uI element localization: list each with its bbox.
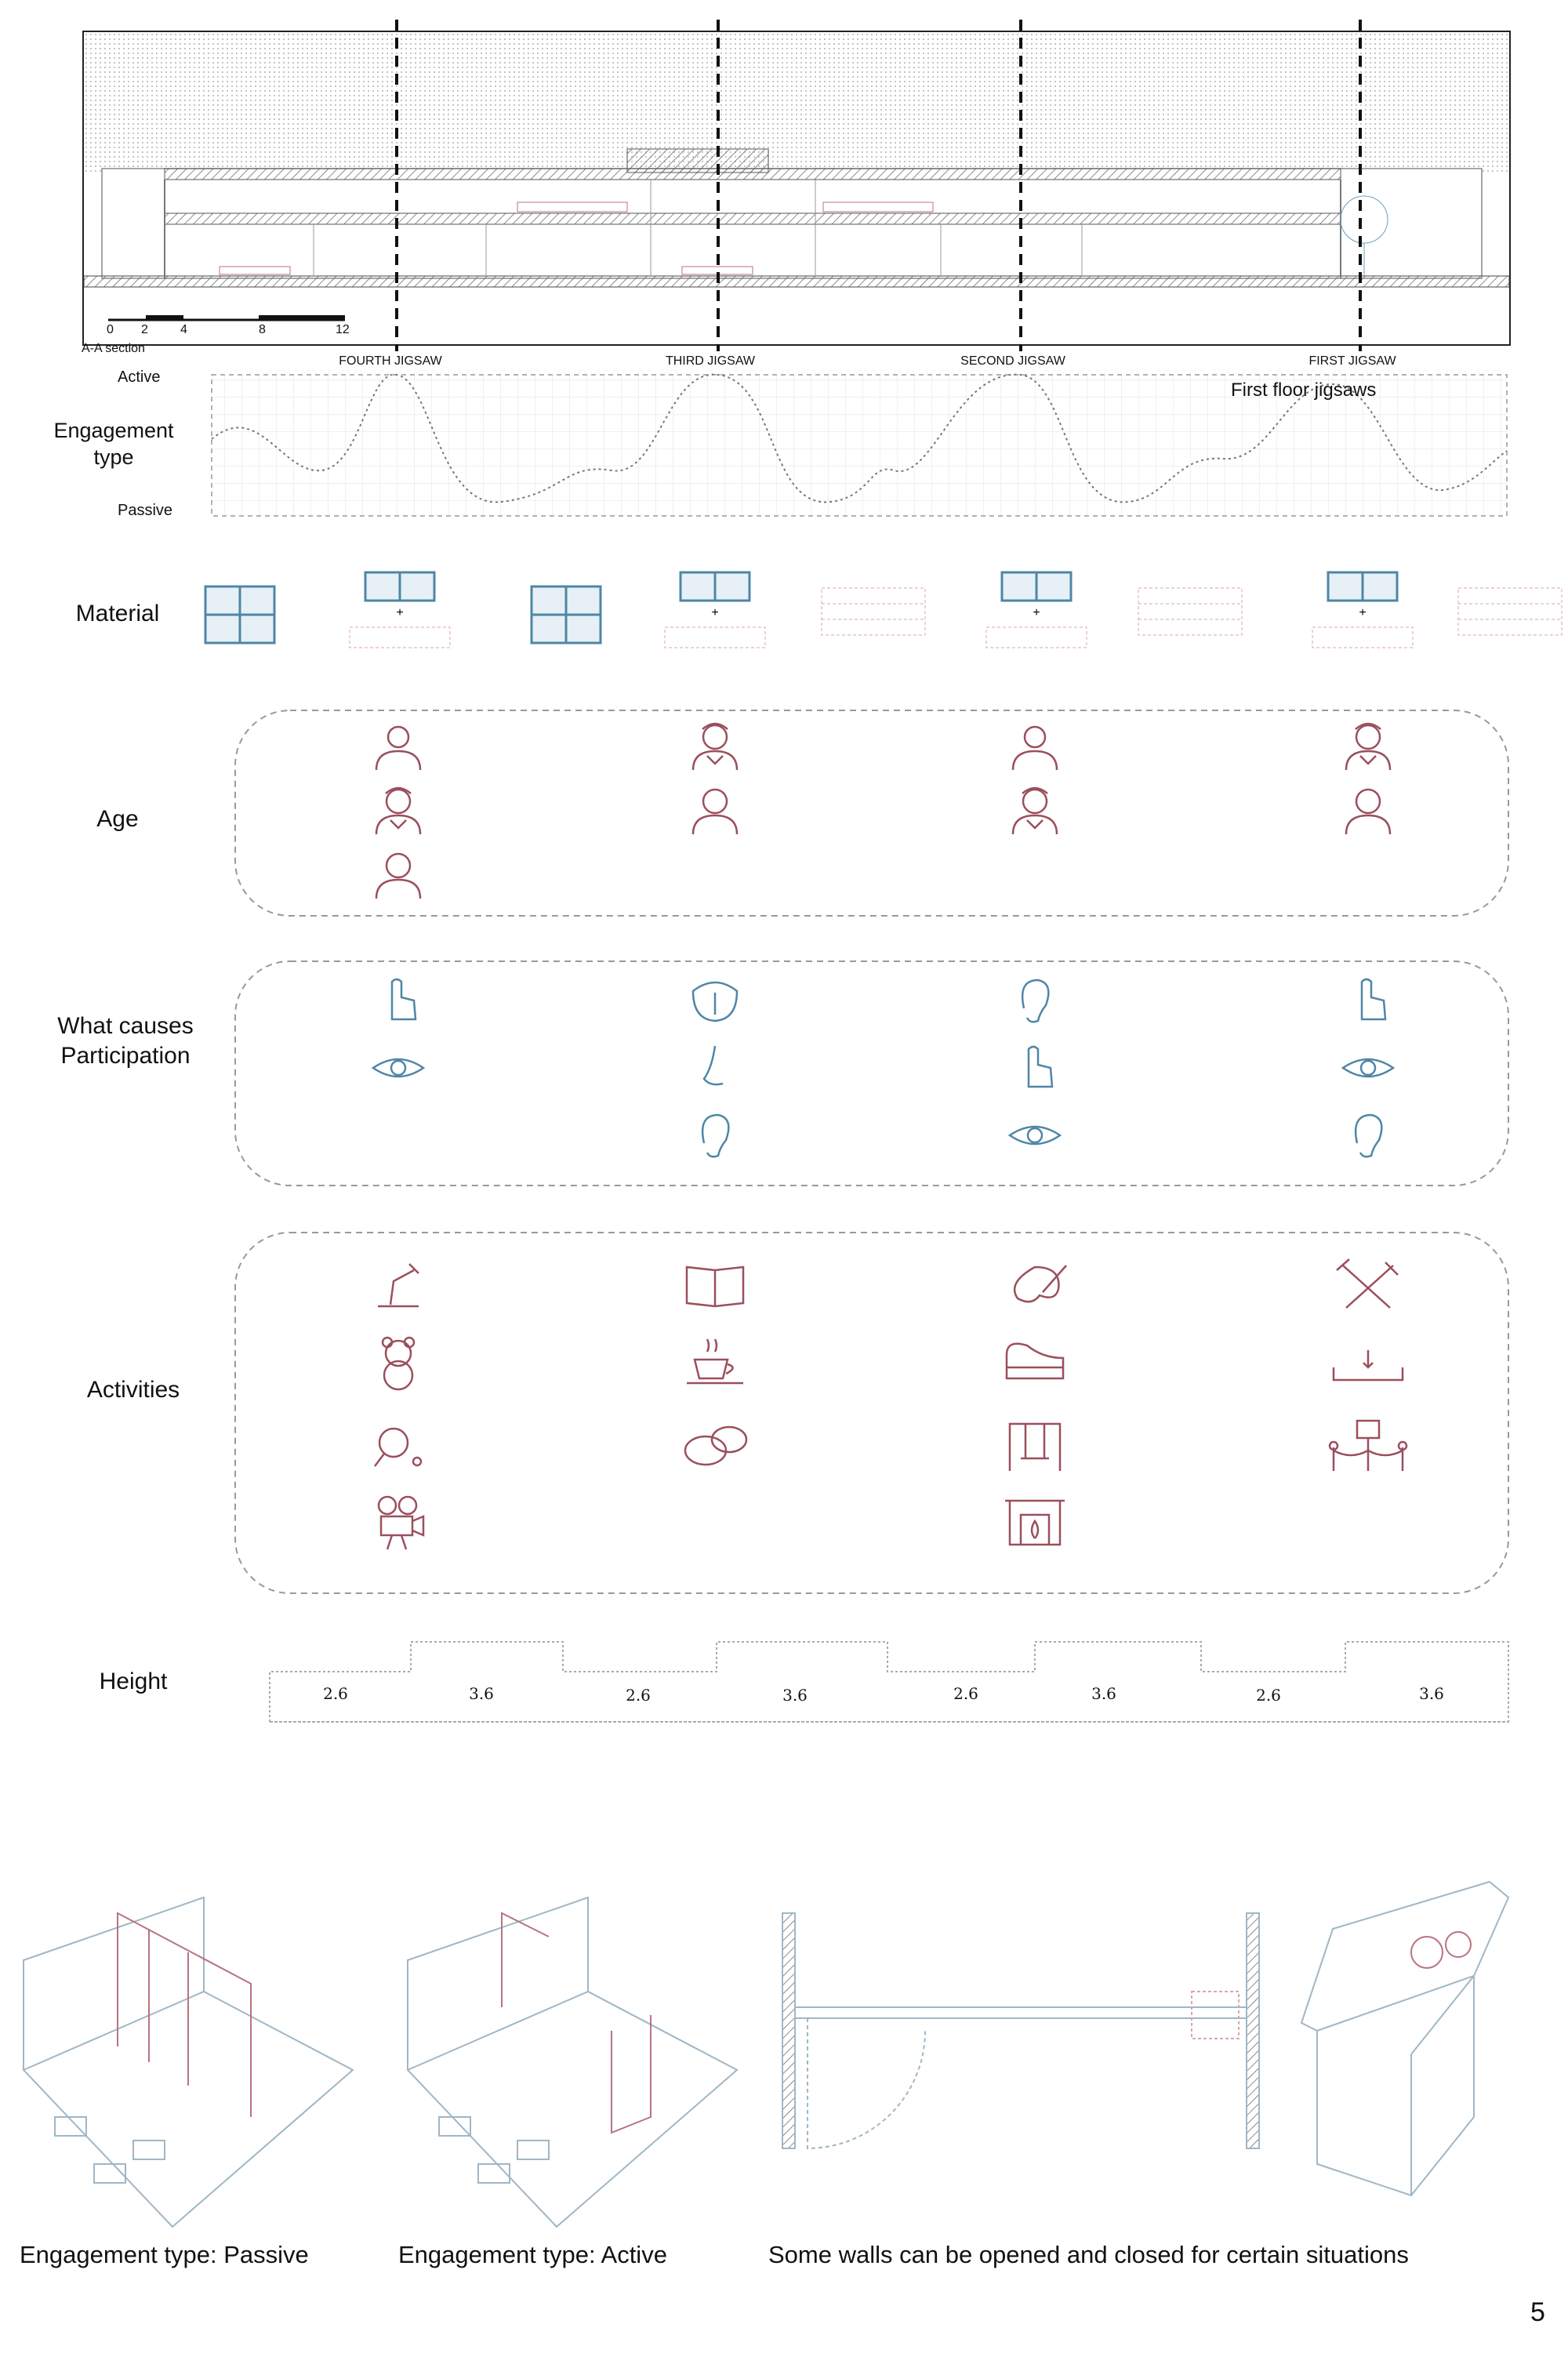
material-label: Material [75,601,160,626]
page-number: 5 [1530,2297,1545,2327]
svg-text:+: + [1359,606,1367,619]
engagement-type-label: Engagement type [53,419,174,469]
svg-text:+: + [711,606,719,619]
scale-tick-4: 4 [180,323,187,336]
jigsaw-label-fourth: FOURTH JIGSAW [339,354,442,368]
scale-tick-0: 0 [107,323,114,336]
age-label: Age [96,806,139,832]
active-room-drawing [408,1897,737,2227]
section-label: A-A section [82,342,145,355]
jigsaw-label-second: SECOND JIGSAW [960,354,1065,368]
height-value: 3.6 [1091,1684,1116,1703]
engagement-note: First floor jigsaws [1231,379,1377,401]
caption-walls: Some walls can be opened and closed for certain situations [768,2241,1409,2268]
jigsaw-label-first: FIRST JIGSAW [1308,354,1396,368]
height-value: 2.6 [323,1684,348,1703]
jigsaw-label-third: THIRD JIGSAW [665,354,756,368]
height-value: 3.6 [1419,1684,1444,1703]
scale-tick-12: 12 [336,323,350,336]
hinge-detail-drawing [1301,1882,1508,2195]
height-value: 3.6 [782,1686,808,1705]
caption-passive: Engagement type: Passive [20,2241,309,2268]
height-value: 3.6 [469,1684,494,1703]
svg-text:+: + [1033,606,1040,619]
engagement-passive-label: Passive [118,502,173,519]
activities-label: Activities [86,1377,180,1403]
caption-active: Engagement type: Active [398,2241,667,2268]
height-label: Height [99,1669,168,1694]
height-value: 2.6 [626,1686,651,1705]
wall-plan-drawing [782,1913,1259,2148]
height-value: 2.6 [953,1684,978,1703]
participation-label: What causes Participation [57,1013,194,1069]
passive-room-drawing [24,1897,353,2227]
svg-text:+: + [396,606,404,619]
scale-tick-8: 8 [259,323,266,336]
height-value: 2.6 [1256,1686,1281,1705]
engagement-active-label: Active [118,369,161,386]
scale-tick-2: 2 [141,323,148,336]
